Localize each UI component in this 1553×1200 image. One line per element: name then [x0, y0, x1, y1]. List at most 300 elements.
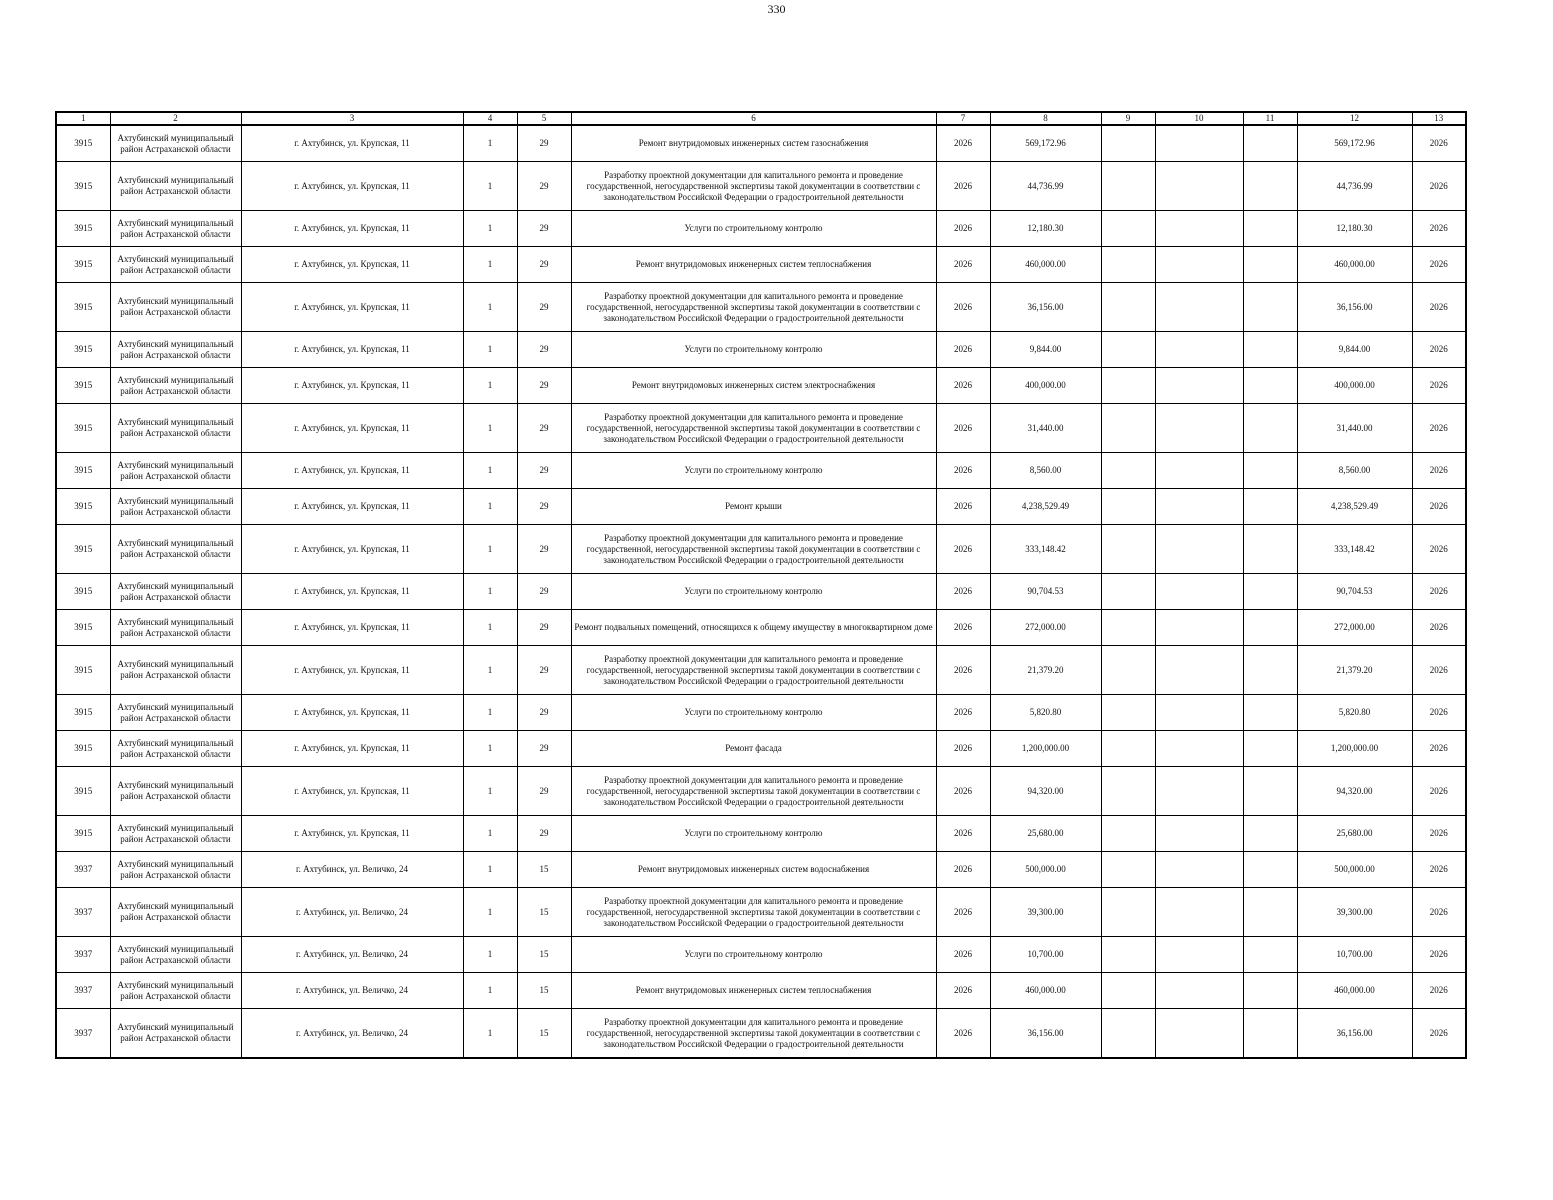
col9-cell [1101, 489, 1155, 525]
end-year-cell: 2026 [1412, 332, 1466, 368]
col11-cell [1243, 731, 1297, 767]
col11-cell [1243, 816, 1297, 852]
work-type-cell: Ремонт подвальных помещений, относящихся к общему имуществу в многоквартирном доме [571, 610, 936, 646]
col5-cell: 29 [517, 404, 571, 453]
col4-cell: 1 [463, 332, 517, 368]
col5-cell: 15 [517, 973, 571, 1009]
year-cell: 2026 [936, 610, 990, 646]
year-cell: 2026 [936, 767, 990, 816]
address-cell: г. Ахтубинск, ул. Крупская, 11 [241, 767, 463, 816]
col11-cell [1243, 646, 1297, 695]
address-cell: г. Ахтубинск, ул. Крупская, 11 [241, 695, 463, 731]
work-type-cell: Ремонт внутридомовых инженерных систем электроснабжения [571, 368, 936, 404]
end-year-cell: 2026 [1412, 162, 1466, 211]
table-row [56, 525, 1466, 574]
end-year-cell: 2026 [1412, 610, 1466, 646]
col11-cell [1243, 574, 1297, 610]
total-cell: 36,156.00 [1297, 283, 1412, 332]
col4-cell: 1 [463, 731, 517, 767]
municipality-cell: Ахтубинский муниципальный район Астраханской области [110, 525, 241, 574]
table-row [56, 453, 1466, 489]
col11-cell [1243, 404, 1297, 453]
total-cell: 21,379.20 [1297, 646, 1412, 695]
year-cell: 2026 [936, 695, 990, 731]
col5-cell: 29 [517, 283, 571, 332]
col9-cell [1101, 162, 1155, 211]
amount-cell: 4,238,529.49 [990, 489, 1101, 525]
year-cell: 2026 [936, 973, 990, 1009]
municipality-cell: Ахтубинский муниципальный район Астраханской области [110, 404, 241, 453]
col4-cell: 1 [463, 574, 517, 610]
address-cell: г. Ахтубинск, ул. Крупская, 11 [241, 816, 463, 852]
total-cell: 460,000.00 [1297, 247, 1412, 283]
amount-cell: 36,156.00 [990, 1009, 1101, 1059]
end-year-cell: 2026 [1412, 368, 1466, 404]
end-year-cell: 2026 [1412, 767, 1466, 816]
col11-cell [1243, 489, 1297, 525]
work-type-cell: Разработку проектной документации для капитального ремонта и проведение государственной, негосударственной экспертизы такой документации в соответствии с законодательством Российской Федерации о градостроительной деятельности [571, 888, 936, 937]
house-id-cell: 3915 [56, 211, 110, 247]
col10-cell [1155, 695, 1243, 731]
work-type-cell: Услуги по строительному контролю [571, 574, 936, 610]
end-year-cell: 2026 [1412, 695, 1466, 731]
amount-cell: 500,000.00 [990, 852, 1101, 888]
amount-cell: 333,148.42 [990, 525, 1101, 574]
year-cell: 2026 [936, 888, 990, 937]
address-cell: г. Ахтубинск, ул. Крупская, 11 [241, 525, 463, 574]
column-number-10: 10 [1155, 112, 1243, 125]
end-year-cell: 2026 [1412, 852, 1466, 888]
house-id-cell: 3915 [56, 404, 110, 453]
municipality-cell: Ахтубинский муниципальный район Астраханской области [110, 332, 241, 368]
col4-cell: 1 [463, 973, 517, 1009]
col9-cell [1101, 404, 1155, 453]
house-id-cell: 3915 [56, 247, 110, 283]
col4-cell: 1 [463, 888, 517, 937]
house-id-cell: 3915 [56, 283, 110, 332]
col9-cell [1101, 695, 1155, 731]
municipality-cell: Ахтубинский муниципальный район Астраханской области [110, 211, 241, 247]
table-row [56, 574, 1466, 610]
col9-cell [1101, 767, 1155, 816]
table-row [56, 816, 1466, 852]
col11-cell [1243, 525, 1297, 574]
col11-cell [1243, 283, 1297, 332]
address-cell: г. Ахтубинск, ул. Величко, 24 [241, 973, 463, 1009]
year-cell: 2026 [936, 525, 990, 574]
house-id-cell: 3915 [56, 125, 110, 162]
amount-cell: 9,844.00 [990, 332, 1101, 368]
work-type-cell: Разработку проектной документации для капитального ремонта и проведение государственной, негосударственной экспертизы такой документации в соответствии с законодательством Российской Федерации о градостроительной деятельности [571, 404, 936, 453]
col5-cell: 29 [517, 125, 571, 162]
work-type-cell: Ремонт внутридомовых инженерных систем теплоснабжения [571, 247, 936, 283]
amount-cell: 36,156.00 [990, 283, 1101, 332]
end-year-cell: 2026 [1412, 937, 1466, 973]
amount-cell: 25,680.00 [990, 816, 1101, 852]
amount-cell: 12,180.30 [990, 211, 1101, 247]
col5-cell: 15 [517, 937, 571, 973]
col9-cell [1101, 852, 1155, 888]
col5-cell: 29 [517, 525, 571, 574]
col10-cell [1155, 574, 1243, 610]
end-year-cell: 2026 [1412, 453, 1466, 489]
col10-cell [1155, 247, 1243, 283]
year-cell: 2026 [936, 1009, 990, 1059]
work-type-cell: Разработку проектной документации для капитального ремонта и проведение государственной, негосударственной экспертизы такой документации в соответствии с законодательством Российской Федерации о градостроительной деятельности [571, 1009, 936, 1059]
year-cell: 2026 [936, 646, 990, 695]
total-cell: 400,000.00 [1297, 368, 1412, 404]
address-cell: г. Ахтубинск, ул. Величко, 24 [241, 937, 463, 973]
col4-cell: 1 [463, 816, 517, 852]
end-year-cell: 2026 [1412, 125, 1466, 162]
col10-cell [1155, 453, 1243, 489]
col4-cell: 1 [463, 852, 517, 888]
total-cell: 8,560.00 [1297, 453, 1412, 489]
house-id-cell: 3937 [56, 937, 110, 973]
col10-cell [1155, 332, 1243, 368]
col4-cell: 1 [463, 937, 517, 973]
end-year-cell: 2026 [1412, 404, 1466, 453]
col11-cell [1243, 767, 1297, 816]
col10-cell [1155, 125, 1243, 162]
col11-cell [1243, 162, 1297, 211]
year-cell: 2026 [936, 816, 990, 852]
municipality-cell: Ахтубинский муниципальный район Астраханской области [110, 767, 241, 816]
col10-cell [1155, 162, 1243, 211]
col10-cell [1155, 852, 1243, 888]
col9-cell [1101, 937, 1155, 973]
total-cell: 500,000.00 [1297, 852, 1412, 888]
amount-cell: 8,560.00 [990, 453, 1101, 489]
col10-cell [1155, 816, 1243, 852]
table-row [56, 162, 1466, 211]
col11-cell [1243, 211, 1297, 247]
municipality-cell: Ахтубинский муниципальный район Астраханской области [110, 283, 241, 332]
table-row [56, 695, 1466, 731]
col9-cell [1101, 888, 1155, 937]
municipality-cell: Ахтубинский муниципальный район Астраханской области [110, 731, 241, 767]
year-cell: 2026 [936, 937, 990, 973]
municipality-cell: Ахтубинский муниципальный район Астраханской области [110, 489, 241, 525]
col4-cell: 1 [463, 125, 517, 162]
municipality-cell: Ахтубинский муниципальный район Астраханской области [110, 453, 241, 489]
table-row [56, 1009, 1466, 1059]
municipality-cell: Ахтубинский муниципальный район Астраханской области [110, 1009, 241, 1059]
end-year-cell: 2026 [1412, 731, 1466, 767]
amount-cell: 460,000.00 [990, 973, 1101, 1009]
municipality-cell: Ахтубинский муниципальный район Астраханской области [110, 852, 241, 888]
municipality-cell: Ахтубинский муниципальный район Астраханской области [110, 816, 241, 852]
col11-cell [1243, 973, 1297, 1009]
col5-cell: 29 [517, 211, 571, 247]
col4-cell: 1 [463, 404, 517, 453]
municipality-cell: Ахтубинский муниципальный район Астраханской области [110, 247, 241, 283]
municipality-cell: Ахтубинский муниципальный район Астраханской области [110, 368, 241, 404]
total-cell: 1,200,000.00 [1297, 731, 1412, 767]
col9-cell [1101, 368, 1155, 404]
total-cell: 333,148.42 [1297, 525, 1412, 574]
address-cell: г. Ахтубинск, ул. Крупская, 11 [241, 731, 463, 767]
col5-cell: 29 [517, 332, 571, 368]
address-cell: г. Ахтубинск, ул. Крупская, 11 [241, 332, 463, 368]
col5-cell: 15 [517, 1009, 571, 1059]
col11-cell [1243, 332, 1297, 368]
column-number-13: 13 [1412, 112, 1466, 125]
amount-cell: 10,700.00 [990, 937, 1101, 973]
house-id-cell: 3915 [56, 525, 110, 574]
table-body [56, 125, 1466, 1058]
table-row [56, 852, 1466, 888]
col5-cell: 29 [517, 162, 571, 211]
column-number-7: 7 [936, 112, 990, 125]
work-type-cell: Разработку проектной документации для капитального ремонта и проведение государственной, негосударственной экспертизы такой документации в соответствии с законодательством Российской Федерации о градостроительной деятельности [571, 162, 936, 211]
house-id-cell: 3915 [56, 646, 110, 695]
total-cell: 460,000.00 [1297, 973, 1412, 1009]
work-type-cell: Услуги по строительному контролю [571, 453, 936, 489]
municipality-cell: Ахтубинский муниципальный район Астраханской области [110, 888, 241, 937]
house-id-cell: 3915 [56, 332, 110, 368]
house-id-cell: 3915 [56, 368, 110, 404]
house-id-cell: 3915 [56, 767, 110, 816]
col5-cell: 29 [517, 453, 571, 489]
col10-cell [1155, 283, 1243, 332]
total-cell: 272,000.00 [1297, 610, 1412, 646]
col10-cell [1155, 973, 1243, 1009]
table-row [56, 646, 1466, 695]
address-cell: г. Ахтубинск, ул. Крупская, 11 [241, 125, 463, 162]
column-number-9: 9 [1101, 112, 1155, 125]
amount-cell: 5,820.80 [990, 695, 1101, 731]
municipality-cell: Ахтубинский муниципальный район Астраханской области [110, 574, 241, 610]
table-row [56, 283, 1466, 332]
year-cell: 2026 [936, 162, 990, 211]
municipality-cell: Ахтубинский муниципальный район Астраханской области [110, 162, 241, 211]
col11-cell [1243, 937, 1297, 973]
table-row [56, 368, 1466, 404]
total-cell: 5,820.80 [1297, 695, 1412, 731]
column-number-8: 8 [990, 112, 1101, 125]
col10-cell [1155, 1009, 1243, 1059]
col9-cell [1101, 646, 1155, 695]
address-cell: г. Ахтубинск, ул. Величко, 24 [241, 1009, 463, 1059]
col5-cell: 15 [517, 888, 571, 937]
work-type-cell: Разработку проектной документации для капитального ремонта и проведение государственной, негосударственной экспертизы такой документации в соответствии с законодательством Российской Федерации о градостроительной деятельности [571, 525, 936, 574]
address-cell: г. Ахтубинск, ул. Крупская, 11 [241, 404, 463, 453]
col9-cell [1101, 1009, 1155, 1059]
col9-cell [1101, 610, 1155, 646]
house-id-cell: 3915 [56, 610, 110, 646]
table-row [56, 125, 1466, 162]
col9-cell [1101, 816, 1155, 852]
column-number-6: 6 [571, 112, 936, 125]
col4-cell: 1 [463, 368, 517, 404]
year-cell: 2026 [936, 852, 990, 888]
col11-cell [1243, 247, 1297, 283]
col4-cell: 1 [463, 453, 517, 489]
col5-cell: 29 [517, 610, 571, 646]
col9-cell [1101, 125, 1155, 162]
col11-cell [1243, 888, 1297, 937]
total-cell: 9,844.00 [1297, 332, 1412, 368]
address-cell: г. Ахтубинск, ул. Крупская, 11 [241, 211, 463, 247]
house-id-cell: 3915 [56, 731, 110, 767]
col10-cell [1155, 610, 1243, 646]
col4-cell: 1 [463, 1009, 517, 1059]
house-id-cell: 3915 [56, 695, 110, 731]
address-cell: г. Ахтубинск, ул. Крупская, 11 [241, 646, 463, 695]
total-cell: 12,180.30 [1297, 211, 1412, 247]
year-cell: 2026 [936, 368, 990, 404]
amount-cell: 90,704.53 [990, 574, 1101, 610]
house-id-cell: 3915 [56, 574, 110, 610]
column-number-3: 3 [241, 112, 463, 125]
end-year-cell: 2026 [1412, 816, 1466, 852]
total-cell: 4,238,529.49 [1297, 489, 1412, 525]
col5-cell: 15 [517, 852, 571, 888]
work-type-cell: Услуги по строительному контролю [571, 211, 936, 247]
col5-cell: 29 [517, 731, 571, 767]
col10-cell [1155, 368, 1243, 404]
col5-cell: 29 [517, 489, 571, 525]
end-year-cell: 2026 [1412, 888, 1466, 937]
col4-cell: 1 [463, 162, 517, 211]
amount-cell: 400,000.00 [990, 368, 1101, 404]
end-year-cell: 2026 [1412, 283, 1466, 332]
col4-cell: 1 [463, 525, 517, 574]
amount-cell: 44,736.99 [990, 162, 1101, 211]
municipality-cell: Ахтубинский муниципальный район Астраханской области [110, 125, 241, 162]
year-cell: 2026 [936, 332, 990, 368]
work-type-cell: Разработку проектной документации для капитального ремонта и проведение государственной, негосударственной экспертизы такой документации в соответствии с законодательством Российской Федерации о градостроительной деятельности [571, 646, 936, 695]
work-type-cell: Ремонт внутридомовых инженерных систем теплоснабжения [571, 973, 936, 1009]
col9-cell [1101, 211, 1155, 247]
end-year-cell: 2026 [1412, 247, 1466, 283]
col11-cell [1243, 1009, 1297, 1059]
amount-cell: 1,200,000.00 [990, 731, 1101, 767]
col9-cell [1101, 525, 1155, 574]
address-cell: г. Ахтубинск, ул. Крупская, 11 [241, 283, 463, 332]
col11-cell [1243, 453, 1297, 489]
address-cell: г. Ахтубинск, ул. Величко, 24 [241, 888, 463, 937]
house-id-cell: 3937 [56, 973, 110, 1009]
work-type-cell: Услуги по строительному контролю [571, 332, 936, 368]
col9-cell [1101, 453, 1155, 489]
year-cell: 2026 [936, 731, 990, 767]
col10-cell [1155, 404, 1243, 453]
table-row [56, 973, 1466, 1009]
total-cell: 10,700.00 [1297, 937, 1412, 973]
col5-cell: 29 [517, 816, 571, 852]
total-cell: 36,156.00 [1297, 1009, 1412, 1059]
house-id-cell: 3915 [56, 453, 110, 489]
col11-cell [1243, 125, 1297, 162]
total-cell: 31,440.00 [1297, 404, 1412, 453]
year-cell: 2026 [936, 404, 990, 453]
table-row [56, 610, 1466, 646]
address-cell: г. Ахтубинск, ул. Крупская, 11 [241, 453, 463, 489]
year-cell: 2026 [936, 125, 990, 162]
column-number-2: 2 [110, 112, 241, 125]
amount-cell: 39,300.00 [990, 888, 1101, 937]
work-type-cell: Ремонт внутридомовых инженерных систем водоснабжения [571, 852, 936, 888]
col4-cell: 1 [463, 283, 517, 332]
municipality-cell: Ахтубинский муниципальный район Астраханской области [110, 973, 241, 1009]
col11-cell [1243, 610, 1297, 646]
col11-cell [1243, 852, 1297, 888]
column-number-5: 5 [517, 112, 571, 125]
house-id-cell: 3915 [56, 489, 110, 525]
table-row [56, 404, 1466, 453]
year-cell: 2026 [936, 247, 990, 283]
work-type-cell: Ремонт внутридомовых инженерных систем газоснабжения [571, 125, 936, 162]
work-type-cell: Услуги по строительному контролю [571, 937, 936, 973]
column-number-4: 4 [463, 112, 517, 125]
end-year-cell: 2026 [1412, 211, 1466, 247]
end-year-cell: 2026 [1412, 525, 1466, 574]
table-row [56, 731, 1466, 767]
column-number-11: 11 [1243, 112, 1297, 125]
municipality-cell: Ахтубинский муниципальный район Астраханской области [110, 937, 241, 973]
col5-cell: 29 [517, 368, 571, 404]
table-row [56, 332, 1466, 368]
col9-cell [1101, 332, 1155, 368]
end-year-cell: 2026 [1412, 973, 1466, 1009]
end-year-cell: 2026 [1412, 1009, 1466, 1059]
municipality-cell: Ахтубинский муниципальный район Астраханской области [110, 610, 241, 646]
total-cell: 569,172.96 [1297, 125, 1412, 162]
column-number-1: 1 [56, 112, 110, 125]
col10-cell [1155, 525, 1243, 574]
address-cell: г. Ахтубинск, ул. Крупская, 11 [241, 368, 463, 404]
col10-cell [1155, 888, 1243, 937]
col10-cell [1155, 767, 1243, 816]
page-number: 330 [767, 2, 786, 16]
col4-cell: 1 [463, 610, 517, 646]
col4-cell: 1 [463, 646, 517, 695]
total-cell: 94,320.00 [1297, 767, 1412, 816]
amount-cell: 569,172.96 [990, 125, 1101, 162]
year-cell: 2026 [936, 574, 990, 610]
col5-cell: 29 [517, 574, 571, 610]
column-number-row [56, 112, 1466, 125]
col9-cell [1101, 973, 1155, 1009]
col4-cell: 1 [463, 247, 517, 283]
amount-cell: 272,000.00 [990, 610, 1101, 646]
col4-cell: 1 [463, 695, 517, 731]
end-year-cell: 2026 [1412, 646, 1466, 695]
address-cell: г. Ахтубинск, ул. Крупская, 11 [241, 162, 463, 211]
address-cell: г. Ахтубинск, ул. Величко, 24 [241, 852, 463, 888]
column-number-12: 12 [1297, 112, 1412, 125]
total-cell: 44,736.99 [1297, 162, 1412, 211]
col5-cell: 29 [517, 247, 571, 283]
table-row [56, 211, 1466, 247]
address-cell: г. Ахтубинск, ул. Крупская, 11 [241, 574, 463, 610]
table-row [56, 247, 1466, 283]
house-id-cell: 3915 [56, 162, 110, 211]
address-cell: г. Ахтубинск, ул. Крупская, 11 [241, 610, 463, 646]
amount-cell: 21,379.20 [990, 646, 1101, 695]
house-id-cell: 3915 [56, 816, 110, 852]
house-id-cell: 3937 [56, 888, 110, 937]
work-type-cell: Разработку проектной документации для капитального ремонта и проведение государственной, негосударственной экспертизы такой документации в соответствии с законодательством Российской Федерации о градостроительной деятельности [571, 767, 936, 816]
total-cell: 25,680.00 [1297, 816, 1412, 852]
year-cell: 2026 [936, 283, 990, 332]
year-cell: 2026 [936, 489, 990, 525]
col9-cell [1101, 731, 1155, 767]
total-cell: 39,300.00 [1297, 888, 1412, 937]
col10-cell [1155, 731, 1243, 767]
